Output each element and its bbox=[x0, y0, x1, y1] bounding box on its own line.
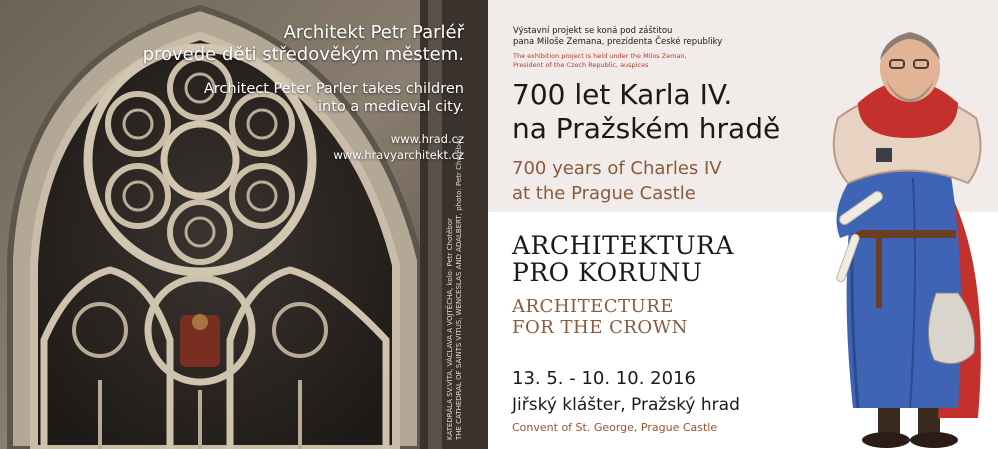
auspices-cz-line-2: pana Miloše Zemana, prezidenta České republiky bbox=[513, 37, 723, 47]
exhibition-title-en bbox=[512, 296, 688, 338]
main-title-cz-line-1: 700 let Karla IV. bbox=[512, 78, 733, 111]
venue-cz: Jiřský klášter, Pražský hrad bbox=[512, 395, 740, 415]
auspices-en-line-1: The exhibition project is held under the Milos Zeman, bbox=[513, 52, 687, 60]
exhibition-dates: 13. 5. - 10. 10. 2016 bbox=[512, 368, 696, 389]
venue-en: Convent of St. George, Prague Castle bbox=[512, 421, 718, 434]
main-title-cz bbox=[512, 78, 780, 146]
auspices-en-line-2: President of the Czech Republic, auspices bbox=[513, 61, 649, 69]
auspices-en bbox=[513, 52, 773, 70]
tracery-illustration bbox=[0, 0, 488, 449]
main-title-en-line-2: at the Prague Castle bbox=[512, 183, 696, 204]
auspices-cz-line-1: Výstavní projekt se koná pod záštitou bbox=[513, 26, 673, 36]
url-hravyarchitekt[interactable]: www.hravyarchitekt.cz bbox=[333, 148, 464, 162]
parler-heading-en-line-1: Architect Peter Parler takes children bbox=[203, 81, 464, 97]
parler-heading-en-line-2: into a medieval city. bbox=[318, 99, 464, 115]
exhibition-title-en-line-1: ARCHITECTURE bbox=[512, 296, 674, 317]
parler-heading-cz bbox=[143, 22, 464, 66]
website-links bbox=[333, 131, 464, 163]
main-title-cz-line-2: na Pražském hradě bbox=[512, 112, 781, 145]
exhibition-title-cz bbox=[512, 232, 734, 286]
main-title-en-line-1: 700 years of Charles IV bbox=[512, 158, 722, 179]
medieval-architect-illustration bbox=[818, 8, 998, 449]
main-title-en bbox=[512, 156, 722, 206]
parler-heading-en bbox=[204, 80, 464, 116]
photo-credit-caption bbox=[446, 20, 464, 440]
url-hrad[interactable]: www.hrad.cz bbox=[390, 132, 464, 146]
exhibition-title-cz-line-1: ARCHITEKTURA bbox=[512, 231, 734, 260]
parler-heading-cz-line-2: provede děti středověkým městem. bbox=[142, 44, 464, 65]
parler-heading-cz-line-1: Architekt Petr Parléř bbox=[283, 22, 464, 43]
exhibition-title-en-line-2: FOR THE CROWN bbox=[512, 317, 688, 338]
gothic-window-photo bbox=[0, 0, 488, 449]
exhibition-title-cz-line-2: PRO KORUNU bbox=[512, 258, 703, 287]
auspices-note bbox=[513, 26, 773, 70]
photo-credit-en: THE CATHEDRAL OF SAINTS VITUS, WENCESLAS AND ADALBERT, photo: Petr Chotěbor bbox=[455, 137, 463, 440]
photo-credit-cz: KATEDRÁLA SV.VÍTA, VÁCLAVA A VOJTĚCHA, kolo: Petr Chotěbor bbox=[446, 218, 454, 440]
